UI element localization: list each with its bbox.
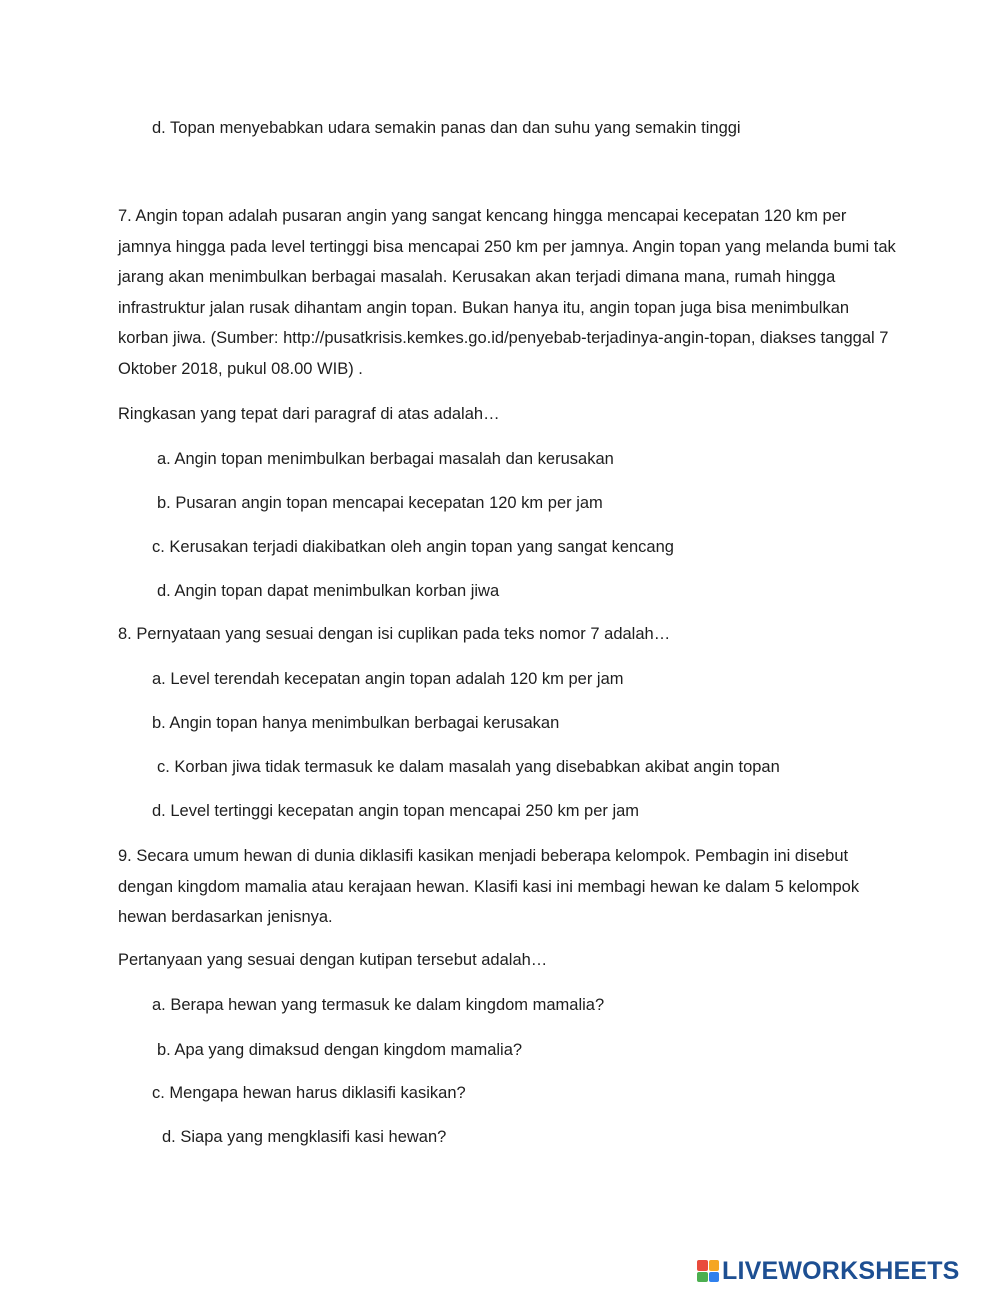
q9-passage: 9. Secara umum hewan di dunia diklasifi kasikan menjadi beberapa kelompok. Pembagin ini disebut dengan kingdom mamalia atau kerajaan hewan. Klasifi kasi ini membagi hewan ke dalam 5 kelompok hewan berdasarkan jenisnya. (118, 847, 860, 927)
liveworksheets-logo-icon (697, 1260, 719, 1282)
q8-option-c[interactable]: c. Korban jiwa tidak termasuk ke dalam masalah yang disebabkan akibat angin topan (157, 758, 780, 776)
q7-option-b[interactable]: b. Pusaran angin topan mencapai kecepatan 120 km per jam (157, 494, 603, 512)
q9-option-a[interactable]: a. Berapa hewan yang termasuk ke dalam kingdom mamalia? (152, 996, 605, 1014)
q8-option-b[interactable]: b. Angin topan hanya menimbulkan berbagai kerusakan (152, 714, 560, 732)
q7-question: Ringkasan yang tepat dari paragraf di atas adalah… (118, 405, 500, 423)
q9-option-c[interactable]: c. Mengapa hewan harus diklasifi kasikan? (152, 1084, 466, 1102)
q9-question: Pertanyaan yang sesuai dengan kutipan tersebut adalah… (118, 951, 548, 969)
q9-option-b[interactable]: b. Apa yang dimaksud dengan kingdom mamalia? (157, 1041, 523, 1059)
q8-question: 8. Pernyataan yang sesuai dengan isi cuplikan pada teks nomor 7 adalah… (118, 625, 671, 643)
q7-option-c[interactable]: c. Kerusakan terjadi diakibatkan oleh angin topan yang sangat kencang (152, 538, 674, 556)
q6-option-d[interactable]: d. Topan menyebabkan udara semakin panas dan dan suhu yang semakin tinggi (152, 119, 741, 137)
q7-passage: 7. Angin topan adalah pusaran angin yang sangat kencang hingga mencapai kecepatan 120 km per jamnya hingga pada level tertinggi bisa mencapai 250 km per jamnya. Angin topan yang melanda bumi tak jarang akan menimbulkan berbagai masalah. Kerusakan akan terjadi dimana mana, rumah hingga infrastruktur jalan rusak dihantam angin topan. Bukan hanya itu, angin topan juga bisa menimbulkan korban jiwa. (Sumber: http://pusatkrisis.kemkes.go.id/penyebab-terjadinya-angin-topan, diakses tanggal 7 Oktober 2018, pukul 08.00 WIB) . (118, 207, 896, 378)
q8-option-d[interactable]: d. Level tertinggi kecepatan angin topan mencapai 250 km per jam (152, 802, 640, 820)
q8-option-a[interactable]: a. Level terendah kecepatan angin topan adalah 120 km per jam (152, 670, 624, 688)
q9-option-d[interactable]: d. Siapa yang mengklasifi kasi hewan? (162, 1128, 447, 1146)
brand-name: LIVEWORKSHEETS (722, 1257, 960, 1285)
liveworksheets-logo (697, 1258, 960, 1284)
q7-option-d[interactable]: d. Angin topan dapat menimbulkan korban jiwa (157, 582, 500, 600)
q7-option-a[interactable]: a. Angin topan menimbulkan berbagai masalah dan kerusakan (157, 450, 614, 468)
